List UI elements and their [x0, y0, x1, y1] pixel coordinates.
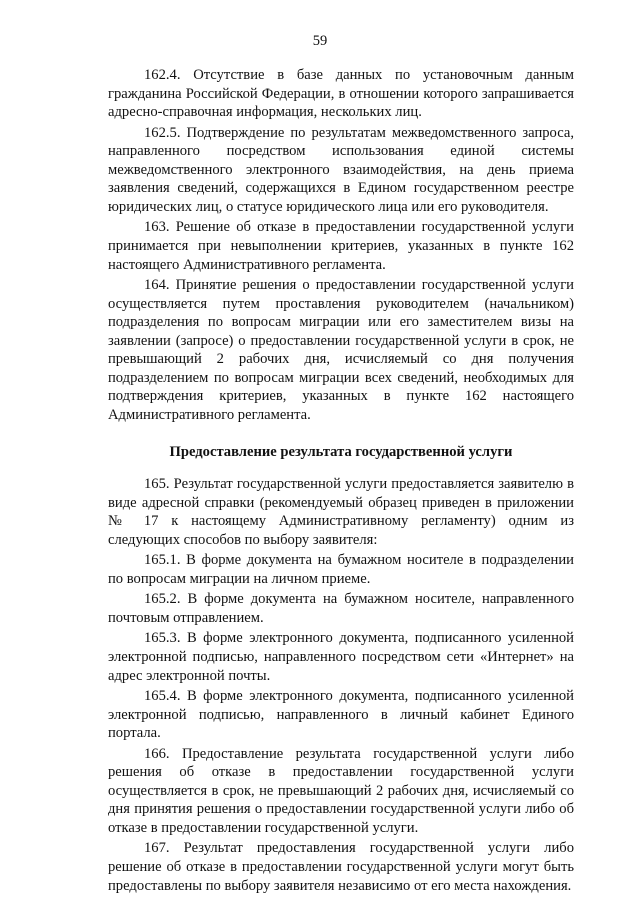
- paragraph-166: 166. Предоставление результата государственной услуги либо решения об отказе в предоставлении государственной услуги осуществляется в срок, не превышающий 2 рабочих дня, исчисляемый со дня принятия решения о предоставлении государственной услуги либо об отказе в предоставлении государственной услуги.: [108, 745, 574, 836]
- paragraph-165-3: 165.3. В форме электронного документа, подписанного усиленной электронной подписью, направленного посредством сети «Интернет» на адрес электронной почты.: [108, 630, 574, 684]
- paragraph-162-5: 162.5. Подтверждение по результатам межведомственного запроса, направленного посредством использования единой системы межведомственного электронного взаимодействия, на день приема заявления сведений, содержащихся в Едином государственном реестре юридических лиц, о статусе юридического лица или его руководителя.: [108, 124, 574, 215]
- paragraph-165-4: 165.4. В форме электронного документа, подписанного усиленной электронной подписью, направленного в личный кабинет Единого портала.: [108, 687, 574, 742]
- section-heading: Предоставление результата государственной услуги: [169, 443, 513, 460]
- paragraph-165-1: 165.1. В форме документа на бумажном носителе в подразделении по вопросам миграции на личном приеме.: [108, 552, 574, 588]
- paragraph-162-4: 162.4. Отсутствие в базе данных по установочным данным гражданина Российской Федерации, в отношении которого запрашивается адресно-справочная информация, нескольких лиц.: [108, 67, 574, 121]
- paragraph-163: 163. Решение об отказе в предоставлении государственной услуги принимается при невыполнении критериев, указанных в пункте 162 настоящего Административного регламента.: [108, 219, 574, 273]
- paragraph-165-2: 165.2. В форме документа на бумажном носителе, направленного почтовым отправлением.: [108, 591, 574, 627]
- paragraph-164: 164. Принятие решения о предоставлении государственной услуги осуществляется путем проставления руководителем (начальником) подразделения по вопросам миграции или его заместителем визы на заявлении (запросе) о предоставлении государственной услуги в срок, не превышающий 2 рабочих дня, исчисляемый со дня получения подразделением по вопросам миграции всех сведений, необходимых для подтверждения критериев, указанных в пункте 162 настоящего Административного регламента.: [108, 276, 574, 424]
- paragraph-165: 165. Результат государственной услуги предоставляется заявителю в виде адресной справки (рекомендуемый образец приведен в приложении № 17 к настоящему Административному регламенту) одним из следующих способов по выбору заявителя:: [108, 476, 574, 549]
- page-number: 59: [312, 33, 328, 49]
- paragraph-167: 167. Результат предоставления государственной услуги либо решение об отказе в предоставлении государственной услуги могут быть предоставлены по выбору заявителя независимо от его места нахождения.: [108, 840, 574, 894]
- document-body: [108, 66, 574, 897]
